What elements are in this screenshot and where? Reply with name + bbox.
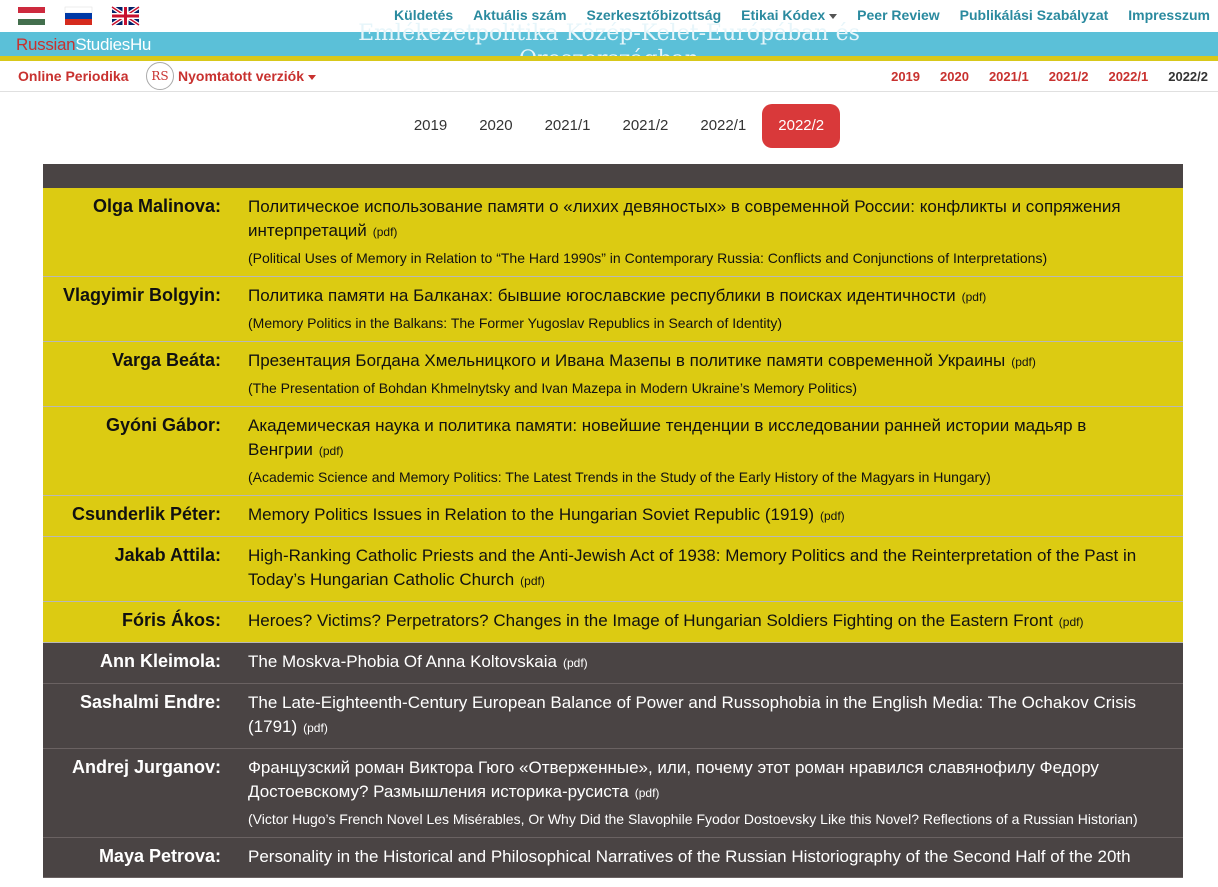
rs-logo-icon: RS (146, 62, 174, 90)
nav-item-etikai-kodex-label: Etikai Kódex (741, 7, 826, 23)
pdf-link[interactable]: (pdf) (1058, 615, 1084, 629)
article-title (248, 414, 1169, 463)
article-title-text: Политическое использование памяти о «лихих девяностых» в современной России: конфликты и сопряжения интерпретаций (248, 197, 1121, 240)
article-title (248, 691, 1169, 740)
article-content (233, 643, 1183, 683)
article-title (248, 609, 1169, 634)
article-content (233, 342, 1183, 406)
nav-item-impresszum[interactable]: Impresszum (1128, 7, 1210, 23)
year-link-2019[interactable]: 2019 (891, 69, 921, 84)
printed-versions-label: Nyomtatott verziók (178, 68, 305, 84)
article-content (233, 749, 1183, 837)
article-author: Varga Beáta: (111, 350, 221, 370)
table-row (43, 602, 1183, 643)
pdf-link[interactable]: (pdf) (520, 574, 545, 588)
nav-item-kuldetes[interactable]: Küldetés (394, 7, 454, 23)
article-content (233, 602, 1183, 642)
pill-2022-2[interactable]: 2022/2 (762, 104, 840, 148)
issue-pills (0, 104, 1218, 148)
nav-item-szerkesztobizottsag[interactable]: Szerkesztőbizottság (586, 7, 722, 23)
nav-item-aktualis-szam[interactable]: Aktuális szám (473, 7, 567, 23)
pdf-link[interactable]: (pdf) (318, 444, 344, 458)
article-title (248, 650, 1169, 675)
pdf-link[interactable]: (pdf) (820, 509, 845, 523)
printed-versions-dropdown[interactable] (178, 68, 316, 84)
pill-2020[interactable]: 2020 (479, 117, 513, 134)
article-title (248, 845, 1169, 869)
article-title (248, 544, 1169, 593)
article-title-text: Французский роман Виктора Гюго «Отверженные», или, почему этот роман нравился славянофилу Федору Достоевскому? Размышления историка-русиста (248, 758, 1099, 801)
article-author: Csunderlik Péter: (71, 504, 221, 524)
article-title-text: The Late-Eighteenth-Century European Balance of Power and Russophobia in the English Media: The Ochakov Crisis (1791) (248, 693, 1136, 736)
article-author: Olga Malinova: (92, 196, 221, 216)
pill-2021-1[interactable]: 2021/1 (544, 117, 591, 134)
pdf-link[interactable]: (pdf) (563, 656, 588, 670)
chevron-down-icon (308, 75, 316, 80)
article-content (233, 537, 1183, 601)
nav-item-publikalasi-szabalyzat[interactable]: Publikálási Szabályzat (959, 7, 1109, 23)
article-title (248, 349, 1169, 374)
article-title (248, 284, 1169, 309)
table-row (43, 342, 1183, 407)
table-row (43, 188, 1183, 277)
table-row (43, 749, 1183, 838)
article-title (248, 503, 1169, 528)
year-link-2021-1[interactable]: 2021/1 (988, 69, 1029, 84)
pdf-link[interactable]: (pdf) (1011, 355, 1036, 369)
pill-2021-2[interactable]: 2021/2 (622, 117, 669, 134)
articles-table (43, 164, 1183, 878)
article-content (233, 838, 1183, 877)
article-author: Andrej Jurganov: (71, 757, 221, 777)
online-periodika-link[interactable]: Online Periodika (18, 68, 129, 84)
logo-part-hu: Hu (129, 35, 152, 54)
article-title-text: Академическая наука и политика памяти: новейшие тенденции в исследовании ранней истории мадьяр в Венгрии (248, 416, 1087, 459)
article-title (248, 756, 1169, 805)
article-content (233, 684, 1183, 748)
article-author: Gyóni Gábor: (105, 415, 221, 435)
table-row (43, 407, 1183, 496)
article-translation: (Political Uses of Memory in Relation to “The Hard 1990s” in Contemporary Russia: Conflicts and Conjunctions of Interpretations) (248, 250, 1048, 266)
article-title-text: Презентация Богдана Хмельницкого и Ивана Мазепы в политике памяти современной Украины (248, 351, 1006, 370)
article-content (233, 188, 1183, 276)
table-row (43, 643, 1183, 684)
banner-title-line1: Emlékezetpolitika Közép-Kelet-Európában és (358, 21, 860, 46)
article-content (233, 407, 1183, 495)
article-translation: (Academic Science and Memory Politics: The Latest Trends in the Study of the Early History of the Magyars in Hungary) (248, 469, 991, 485)
pdf-link[interactable]: (pdf) (634, 786, 660, 800)
table-row (43, 277, 1183, 342)
pdf-link[interactable]: (pdf) (372, 225, 398, 239)
article-title-text: High-Ranking Catholic Priests and the Anti-Jewish Act of 1938: Memory Politics and the Reinterpretation of the Past in Today’s Hungarian Catholic Church (248, 546, 1137, 589)
article-translation: (Victor Hugo’s French Novel Les Misérables, Or Why Did the Slavophile Fyodor Dostoevsky Like this Novel? Reflections of a Russian Historian) (248, 811, 1138, 827)
article-author: Jakab Attila: (114, 545, 221, 565)
logo-part-russian: Russian (16, 35, 76, 54)
article-title-text: Heroes? Victims? Perpetrators? Changes in the Image of Hungarian Soldiers Fighting on the Eastern Front (248, 611, 1053, 630)
article-author: Fóris Ákos: (121, 610, 221, 630)
table-row (43, 838, 1183, 878)
year-link-2020[interactable]: 2020 (940, 69, 969, 84)
article-author: Maya Petrova: (98, 846, 221, 866)
year-link-2021-2[interactable]: 2021/2 (1048, 69, 1089, 84)
chevron-down-icon (829, 14, 837, 19)
table-row (43, 537, 1183, 602)
article-translation: (Memory Politics in the Balkans: The Former Yugoslav Republics in Search of Identity) (248, 315, 783, 331)
article-author: Vlagyimir Bolgyin: (62, 285, 221, 305)
banner (0, 21, 1218, 56)
year-links (891, 69, 1208, 84)
table-row (43, 684, 1183, 749)
article-author: Sashalmi Endre: (79, 692, 221, 712)
year-link-2022-2[interactable]: 2022/2 (1168, 69, 1208, 84)
article-title (248, 195, 1169, 244)
article-content (233, 496, 1183, 536)
article-title-text: Memory Politics Issues in Relation to the Hungarian Soviet Republic (1919) (248, 505, 814, 524)
article-title-text: Personality in the Historical and Philosophical Narratives of the Russian Historiography of the Second Half of the 20th (248, 847, 1131, 866)
article-content (233, 277, 1183, 341)
site-logo[interactable] (16, 35, 151, 55)
table-header (43, 164, 1183, 188)
nav-item-peer-review[interactable]: Peer Review (857, 7, 940, 23)
sub-nav (0, 61, 1218, 92)
article-title-text: The Moskva-Phobia Of Anna Koltovskaia (248, 652, 557, 671)
pdf-link[interactable]: (pdf) (303, 721, 328, 735)
pill-2019[interactable]: 2019 (413, 117, 448, 134)
pdf-link[interactable]: (pdf) (961, 290, 987, 304)
pill-2022-1[interactable]: 2022/1 (700, 117, 747, 134)
year-link-2022-1[interactable]: 2022/1 (1108, 69, 1149, 84)
logo-part-studies: Studies (75, 35, 130, 54)
article-title-text: Политика памяти на Балканах: бывшие югославские республики в поисках идентичности (248, 286, 956, 305)
table-row (43, 496, 1183, 537)
article-translation: (The Presentation of Bohdan Khmelnytsky and Ivan Mazepa in Modern Ukraine’s Memory Politics) (248, 380, 858, 396)
article-author: Ann Kleimola: (99, 651, 221, 671)
